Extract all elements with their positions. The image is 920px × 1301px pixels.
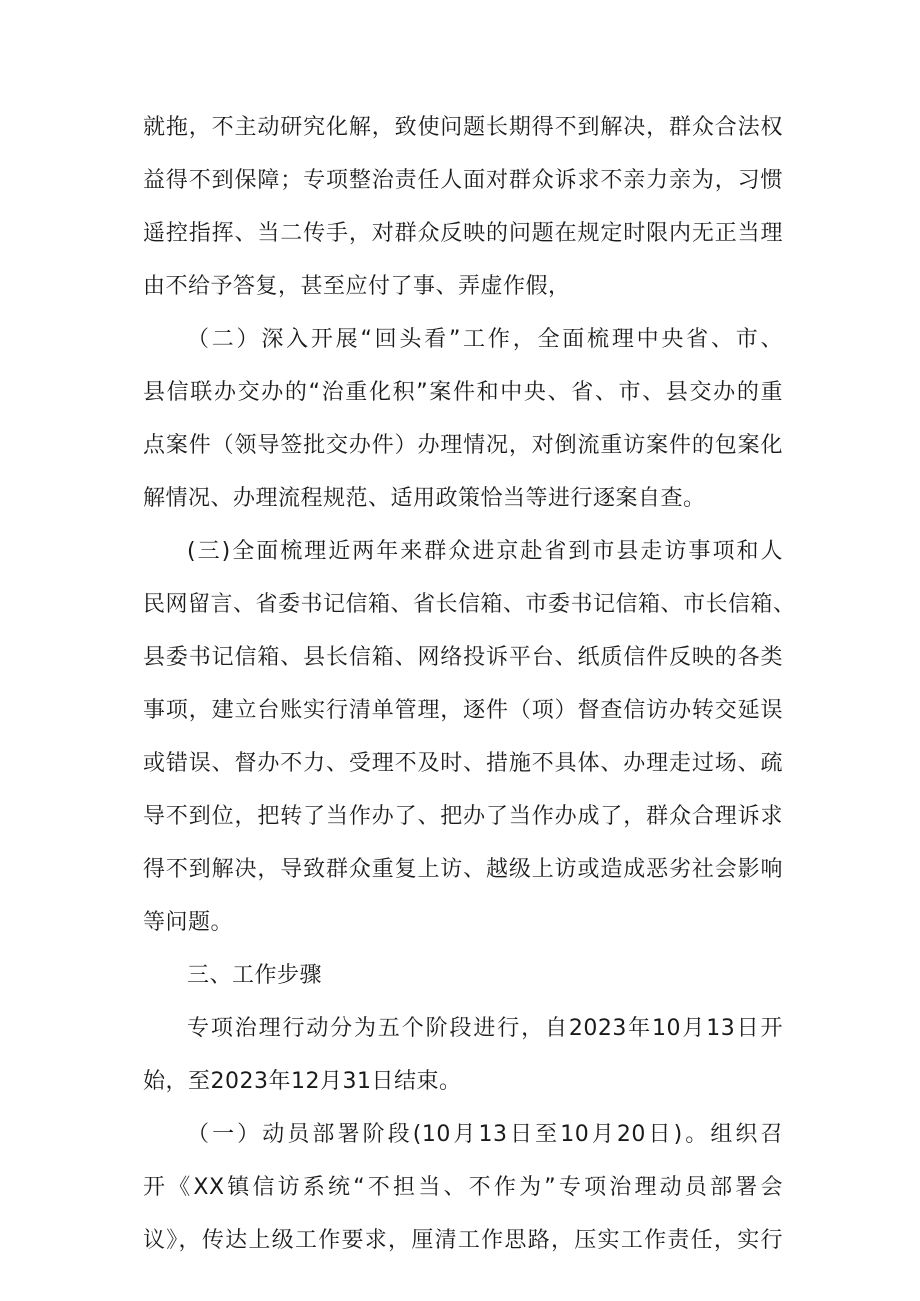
text-line: 解情况、办理流程规范、适用政策恰当等进行逐案自查。 [143,486,706,511]
text-line: 导不到位，把转了当作办了、把办了当作办成了，群众合理诉求 [143,804,783,829]
text-line: 就拖，不主动研究化解，致使问题长期得不到解决，群众合法权 [143,115,783,140]
text-line: 始，至2023年12月31日结束。 [143,1069,462,1094]
section-heading: 三、工作步骤 [187,963,323,988]
text-line: 等问题。 [143,910,234,935]
text-line: 开《XX镇信访系统“不担当、不作为”专项治理动员部署会 [143,1175,783,1200]
text-line: （一）动员部署阶段(10月13日至10月20日)。组织召 [187,1122,783,1147]
text-line: 遥控指挥、当二传手，对群众反映的问题在规定时限内无正当理 [143,221,783,246]
text-line: 点案件（领导签批交办件）办理情况，对倒流重访案件的包案化 [143,433,783,458]
text-line: 议》，传达上级工作要求，厘清工作思路，压实工作责任，实行 [143,1228,783,1253]
text-line: 专项治理行动分为五个阶段进行，自2023年10月13日开 [187,1016,783,1041]
text-line: 县委书记信箱、县长信箱、网络投诉平台、纸质信件反映的各类 [143,645,783,670]
text-line: 民网留言、省委书记信箱、省长信箱、市委书记信箱、市长信箱、 [143,592,796,617]
text-line: 事项，建立台账实行清单管理，逐件（项）督查信访办转交延误 [143,698,783,723]
text-line: 得不到解决，导致群众重复上访、越级上访或造成恶劣社会影响 [143,857,783,882]
text-line: 县信联办交办的“治重化积”案件和中央、省、市、县交办的重 [143,380,783,405]
text-line: 益得不到保障；专项整治责任人面对群众诉求不亲力亲为，习惯 [143,168,783,193]
text-line: （二）深入开展“回头看”工作，全面梳理中央省、市、 [187,327,783,352]
text-line: 或错误、督办不力、受理不及时、措施不具体、办理走过场、疏 [143,751,783,776]
text-line: 由不给予答复，甚至应付了事、弄虚作假， [143,274,571,299]
text-line: (三)全面梳理近两年来群众进京赴省到市县走访事项和人 [187,539,783,564]
